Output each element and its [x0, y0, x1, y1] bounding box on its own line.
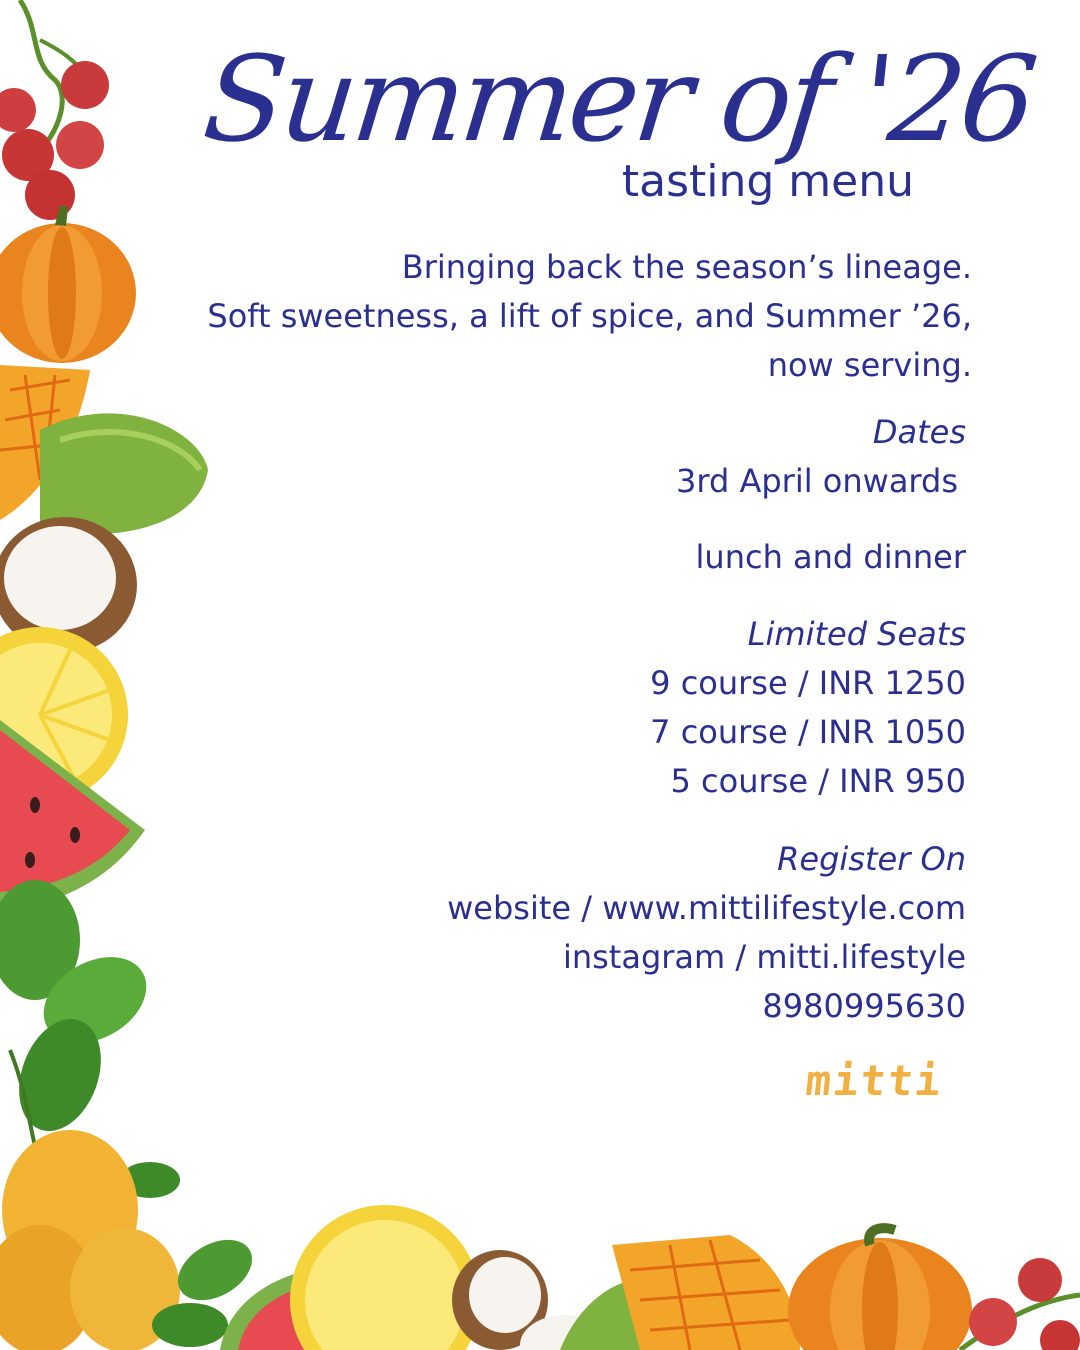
register-label: Register On [777, 840, 966, 878]
seats-label: Limited Seats [747, 615, 966, 653]
dates-value: 3rd April onwards [676, 462, 958, 500]
meal-value: lunch and dinner [695, 538, 966, 576]
page-subtitle: tasting menu [621, 156, 914, 207]
pumpkin-icon [0, 205, 136, 363]
bottom-pumpkin-icon [788, 1228, 972, 1350]
bottom-tomato-icon [960, 1258, 1080, 1350]
register-instagram: instagram / mitti.lifestyle [562, 938, 966, 976]
tagline-line: now serving. [767, 346, 972, 384]
bottom-lemon-icon [290, 1205, 480, 1350]
bottom-mango-cubes-icon [612, 1235, 800, 1350]
meal-section [696, 533, 966, 582]
seat-option: 5 course / INR 950 [670, 762, 966, 800]
dates-label: Dates [872, 413, 966, 451]
green-mango-icon [40, 413, 208, 534]
tagline [207, 243, 972, 390]
seat-option: 9 course / INR 1250 [650, 664, 966, 702]
seats-section [650, 610, 966, 806]
tagline-line: Soft sweetness, a lift of spice, and Summer ’26, [207, 297, 972, 335]
register-website: website / www.mittilifestyle.com [447, 889, 966, 927]
dates-section [676, 408, 966, 506]
seat-option: 7 course / INR 1050 [650, 713, 966, 751]
brand-logo: mitti [802, 1056, 945, 1105]
tagline-line: Bringing back the season’s lineage. [401, 248, 972, 286]
page-title-script: Summer of '26 [197, 30, 1040, 168]
register-phone: 8980995630 [762, 987, 966, 1025]
register-section [447, 835, 966, 1031]
tomato-vine-icon [0, 0, 109, 220]
